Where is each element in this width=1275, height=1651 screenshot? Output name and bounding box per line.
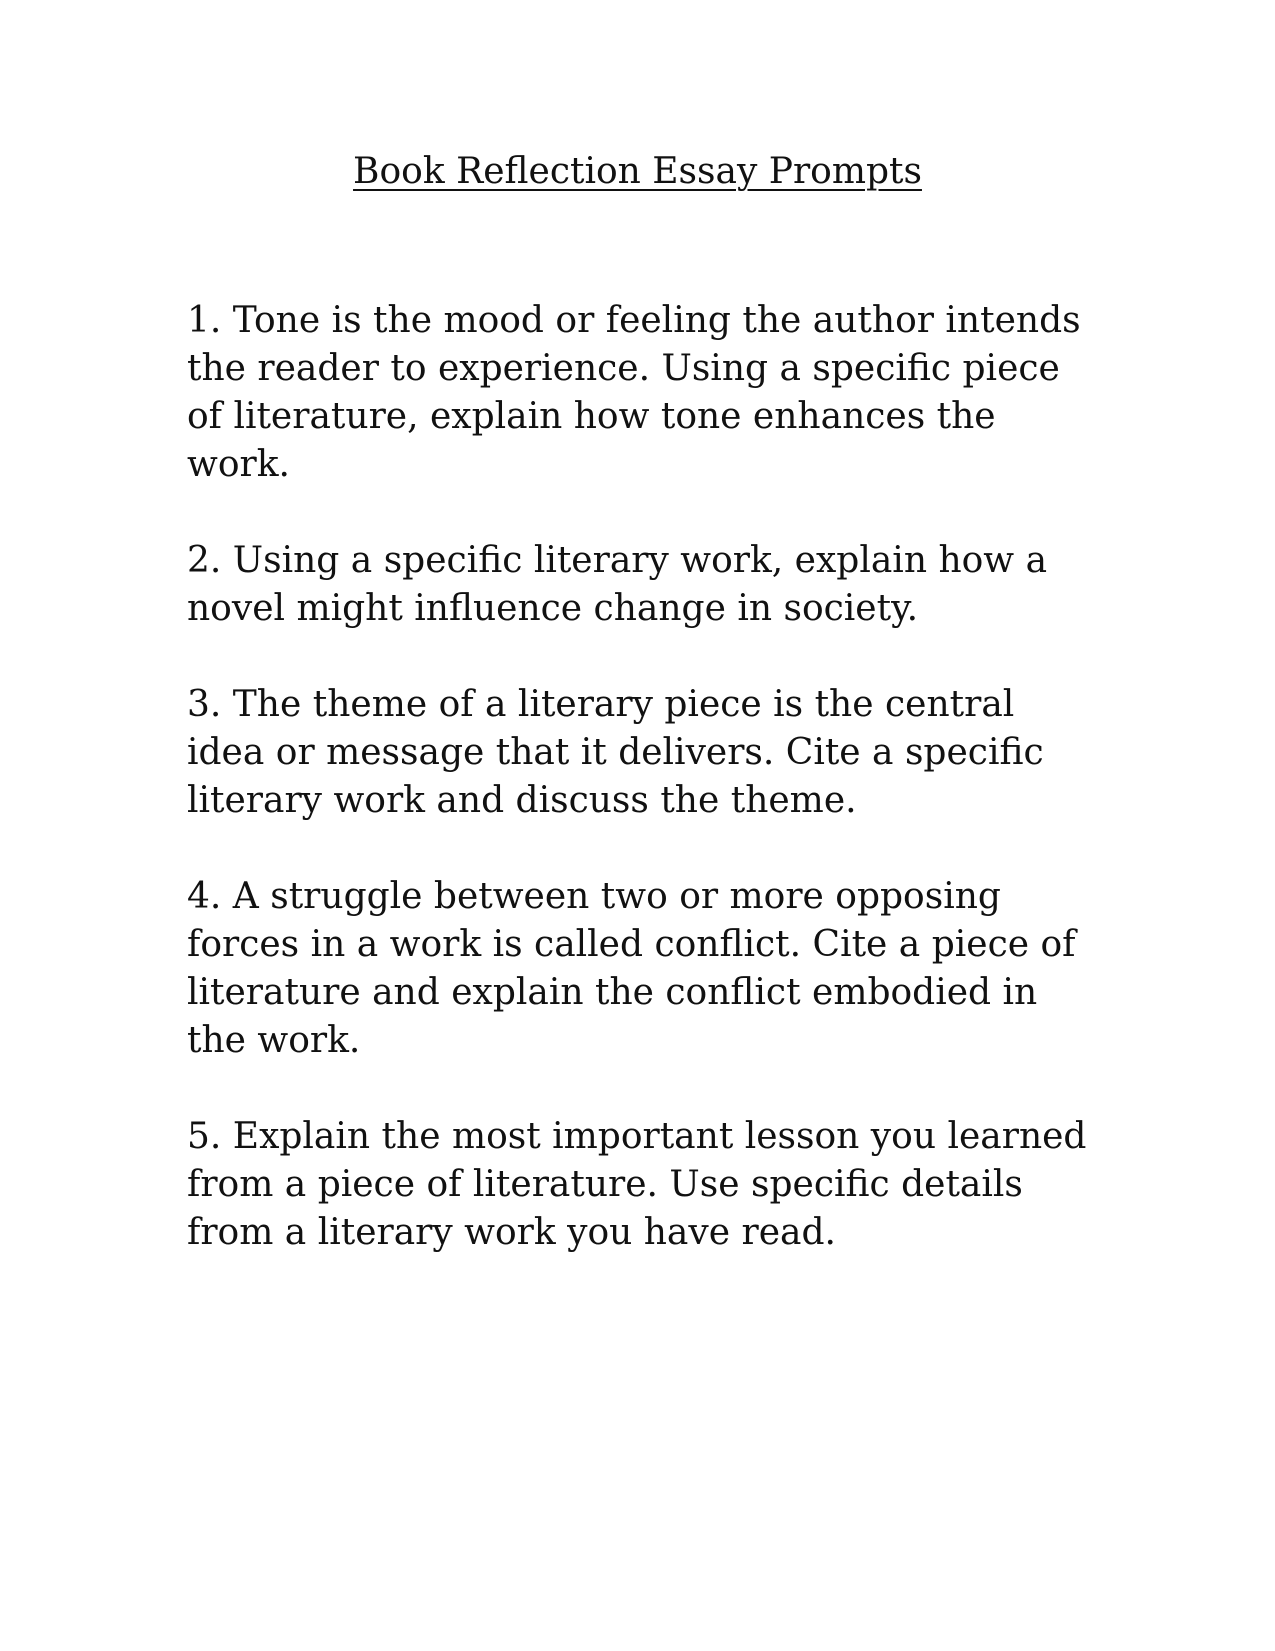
prompt-item-3: 3. The theme of a literary piece is the central idea or message that it delivers. Cite a specific literary work and discuss the theme.: [187, 684, 1044, 821]
prompt-list: [187, 297, 1087, 1305]
prompt-item-2: 2. Using a specific literary work, explain how a novel might influence change in society.: [187, 540, 1048, 629]
prompt-item-1: 1. Tone is the mood or feeling the author intends the reader to experience. Using a specific piece of literature, explain how tone enhances the work.: [187, 300, 1081, 485]
prompt-item-5: 5. Explain the most important lesson you learned from a piece of literature. Use specific details from a literary work you have read.: [187, 1116, 1087, 1253]
page-title: [0, 150, 1275, 193]
page-title-text: Book Reflection Essay Prompts: [353, 151, 922, 192]
prompt-item-4: 4. A struggle between two or more opposing forces in a work is called conflict. Cite a piece of literature and explain the conflict embodied in the work.: [187, 876, 1076, 1061]
